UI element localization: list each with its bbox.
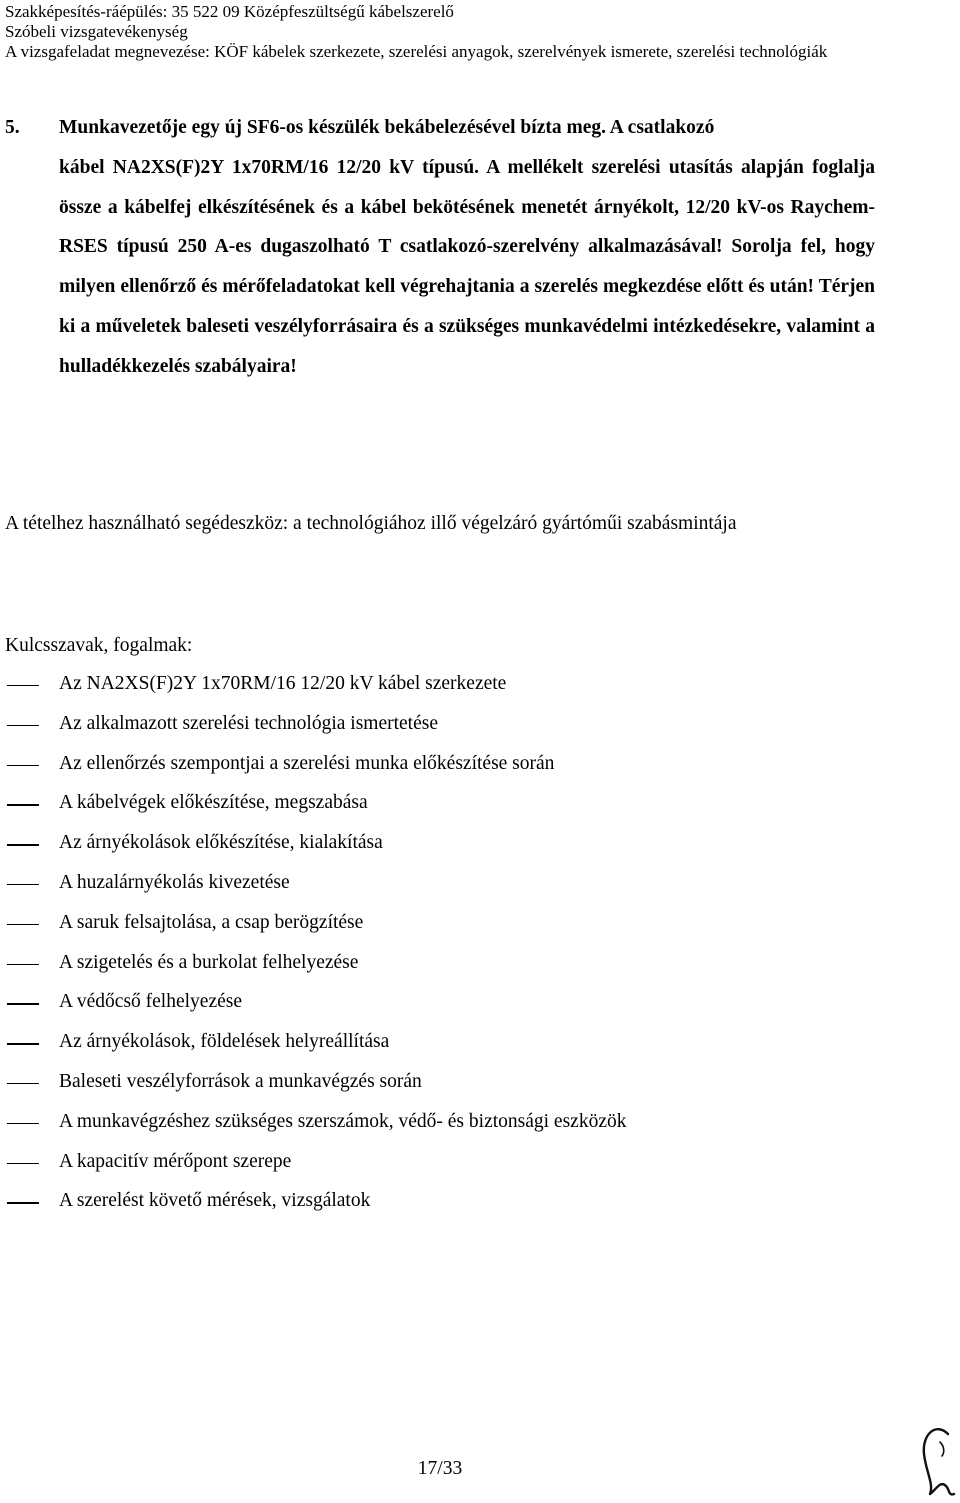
list-item-text: Az alkalmazott szerelési technológia ismertetése <box>59 712 439 734</box>
list-item-text: Az árnyékolások előkészítése, kialakítása <box>59 832 383 854</box>
task-first-line: Munkavezetője egy új SF6-os készülék bekábelezésével bízta meg. A csatlakozó <box>59 117 715 138</box>
tool-note: A tételhez használható segédeszköz: a technológiához illő végelzáró gyártóműi szabásmintája <box>5 513 737 534</box>
list-item-text: Az árnyékolások, földelések helyreállítása <box>59 1031 390 1053</box>
list-item-text: A munkavégzéshez szükséges szerszámok, védő- és biztonsági eszközök <box>59 1110 627 1132</box>
header-qualification: Szakképesítés-ráépülés: 35 522 09 Középfeszültségű kábelszerelő <box>5 2 454 21</box>
header-exam-type: Szóbeli vizsgatevékenység <box>5 22 188 41</box>
list-item-text: A kapacitív mérőpont szerepe <box>59 1150 292 1172</box>
task-statement <box>5 108 875 387</box>
header-task-name: A vizsgafeladat megnevezése: KÖF kábelek szerkezete, szerelési anyagok, szerelvények ismerete, szerelési technológiák <box>5 42 828 61</box>
list-item-text: A szigetelés és a burkolat felhelyezése <box>59 951 359 973</box>
task-number: 5. <box>5 117 20 138</box>
list-item-text: A saruk felsajtolása, a csap berögzítése <box>59 911 364 933</box>
list-item-text: A huzalárnyékolás kivezetése <box>59 871 290 893</box>
list-item-text: Az NA2XS(F)2Y 1x70RM/16 12/20 kV kábel szerkezete <box>59 673 507 694</box>
page-number: 17/33 <box>417 1458 463 1479</box>
task-text: kábel NA2XS(F)2Y 1x70RM/16 12/20 kV típusú. A mellékelt szerelési utasítás alapján foglalja össze a kábelfej elkészítésének és a kábel bekötésének menetét árnyékolt, 12/20 kV-os Raychem-RSES típusú 250 A-es dugaszolható T csatlakozó-szerelvény alkalmazásával! Sorolja fel, hogy milyen ellenőrző és mérőfeladatokat kell végrehajtania a szerelés megkezdése előtt és után! Térjen ki a műveletek baleseti veszélyforrásaira és a szükséges munkavédelmi intézkedésekre, valamint a hulladékkezelés szabályaira! <box>59 156 875 377</box>
page-header <box>5 2 945 62</box>
list-item-text: Baleseti veszélyforrások a munkavégzés során <box>59 1070 422 1092</box>
list-item-text: A szerelést követő mérések, vizsgálatok <box>59 1190 371 1212</box>
list-item-text: Az ellenőrzés szempontjai a szerelési munka előkészítése során <box>59 752 555 774</box>
keywords-title: Kulcsszavak, fogalmak: <box>5 635 193 656</box>
handwritten-signature <box>918 1420 958 1500</box>
list-item-text: A védőcső felhelyezése <box>59 991 243 1013</box>
list-item-text: A kábelvégek előkészítése, megszabása <box>59 792 368 814</box>
